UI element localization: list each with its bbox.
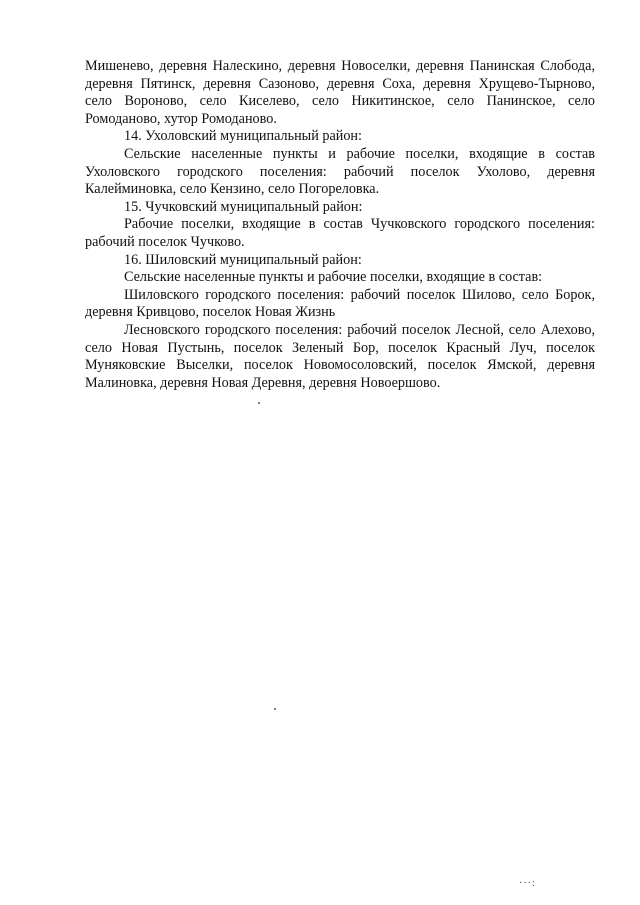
document-body <box>85 58 595 392</box>
heading-district-14: 14. Ухоловский муниципальный район: <box>124 128 362 145</box>
paragraph-district-14-settlements: Сельские населенные пункты и рабочие поселки, входящие в состав Ухоловского городского поселения: рабочий поселок Ухолово, деревня Калейминовка, село Кензино, село Погореловка. <box>85 145 595 198</box>
scan-speck <box>274 708 276 710</box>
paragraph-lesnoy-settlement: Лесновского городского поселения: рабочий поселок Лесной, село Алехово, село Новая Пустынь, поселок Зеленый Бор, поселок Красный Луч, поселок Муняковские Выселки, поселок Новомосоловский, поселок Ямской, деревня Малиновка, деревня Новая Деревня, деревня Новоершово. <box>85 321 595 391</box>
footer-mark: ···: <box>519 878 536 889</box>
paragraph-continued-list: Мишенево, деревня Налескино, деревня Новоселки, деревня Панинская Слобода, деревня Пятинск, деревня Сазоново, деревня Соха, деревня Хрущево-Тырново, село Вороново, село Киселево, село Никитинское, село Панинское, село Ромоданово, хутор Ромоданово. <box>85 58 595 127</box>
heading-district-16: 16. Шиловский муниципальный район: <box>124 251 362 268</box>
paragraph-district-15-settlements: Рабочие поселки, входящие в состав Чучковского городского поселения: рабочий поселок Чучково. <box>85 216 595 250</box>
paragraph-shilovo-settlement: Шиловского городского поселения: рабочий поселок Шилово, село Борок, деревня Кривцово, поселок Новая Жизнь <box>85 286 595 321</box>
scan-speck <box>258 402 260 404</box>
paragraph-district-16-intro: Сельские населенные пункты и рабочие поселки, входящие в состав: <box>124 269 543 286</box>
heading-district-15: 15. Чучковский муниципальный район: <box>124 198 363 215</box>
